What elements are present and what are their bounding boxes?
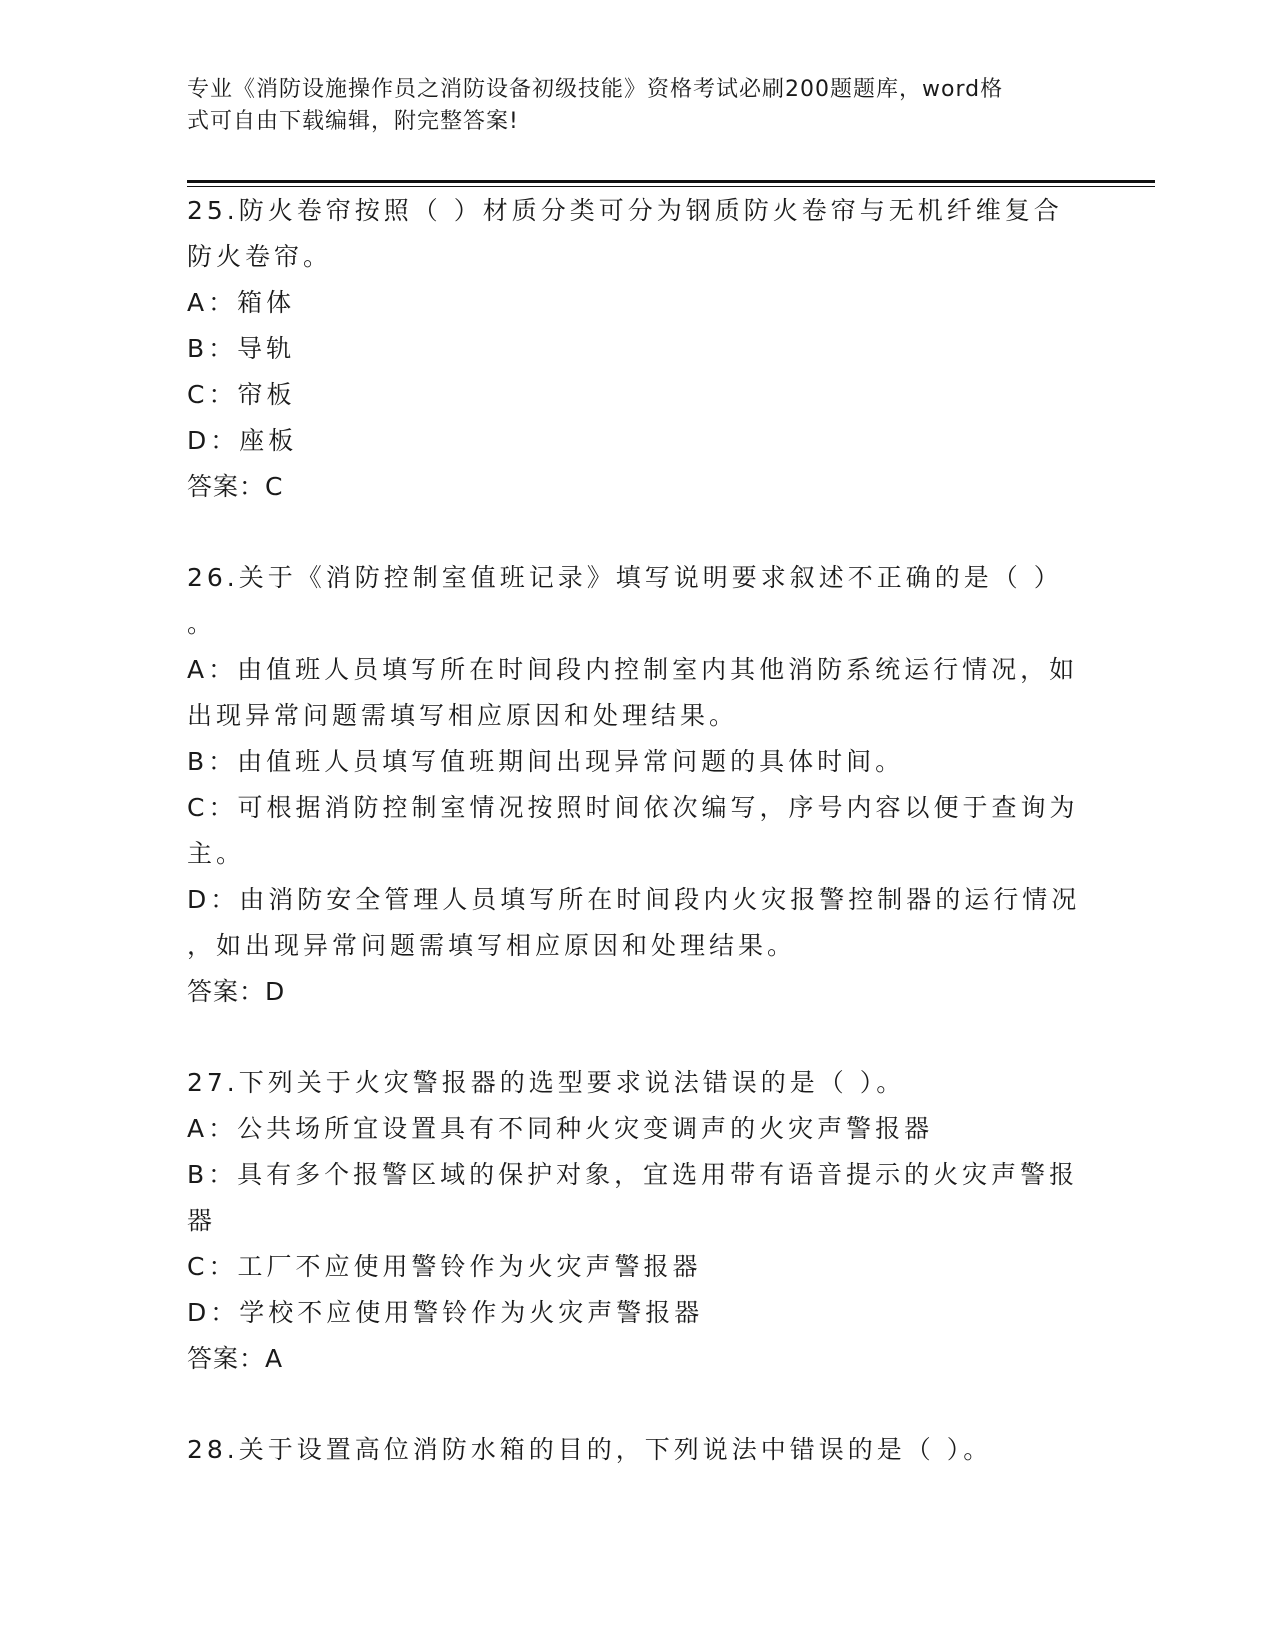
question-27 (187, 1060, 1087, 1382)
answer: 答案：C (187, 472, 284, 501)
question-stem: 25.防火卷帘按照（ ）材质分类可分为钢质防火卷帘与无机纤维复合 防火卷帘。 (187, 196, 1063, 271)
question-stem: 27.下列关于火灾警报器的选型要求说法错误的是（ ）。 (187, 1068, 906, 1097)
question-stem: 26.关于《消防控制室值班记录》填写说明要求叙述不正确的是（ ） 。 (187, 563, 1063, 638)
option-c: C：可根据消防控制室情况按照时间依次编写，序号内容以便于查询为 主。 (187, 793, 1079, 868)
option-b: B：具有多个报警区域的保护对象，宜选用带有语音提示的火灾声警报 器 (187, 1160, 1079, 1235)
question-28 (187, 1427, 1087, 1473)
page-header (187, 74, 1067, 138)
option-c: C：工厂不应使用警铃作为火灾声警报器 (187, 1252, 702, 1281)
option-a: A：由值班人员填写所在时间段内控制室内其他消防系统运行情况，如 出现异常问题需填写相应原因和处理结果。 (187, 655, 1079, 730)
header-line-1: 专业《消防设施操作员之消防设备初级技能》资格考试必刷200题题库，word格 (187, 77, 1004, 102)
header-rule-thin (187, 186, 1155, 187)
header-line-2: 式可自由下载编辑，附完整答案! (187, 109, 519, 134)
header-rule-thick (187, 180, 1155, 183)
option-b: B：由值班人员填写值班期间出现异常问题的具体时间。 (187, 747, 905, 776)
answer: 答案：D (187, 977, 286, 1006)
question-25 (187, 188, 1087, 510)
option-d: D：学校不应使用警铃作为火灾声警报器 (187, 1298, 704, 1327)
option-a: A：箱体 (187, 288, 296, 317)
question-26 (187, 555, 1087, 1015)
question-stem: 28.关于设置高位消防水箱的目的，下列说法中错误的是（ ）。 (187, 1435, 993, 1464)
option-a: A：公共场所宜设置具有不同种火灾变调声的火灾声警报器 (187, 1114, 934, 1143)
option-b: B：导轨 (187, 334, 296, 363)
option-d: D：座板 (187, 426, 298, 455)
option-d: D：由消防安全管理人员填写所在时间段内火灾报警控制器的运行情况 ，如出现异常问题需填写相应原因和处理结果。 (187, 885, 1081, 960)
question-list (187, 188, 1087, 1473)
answer: 答案：A (187, 1344, 284, 1373)
option-c: C：帘板 (187, 380, 296, 409)
